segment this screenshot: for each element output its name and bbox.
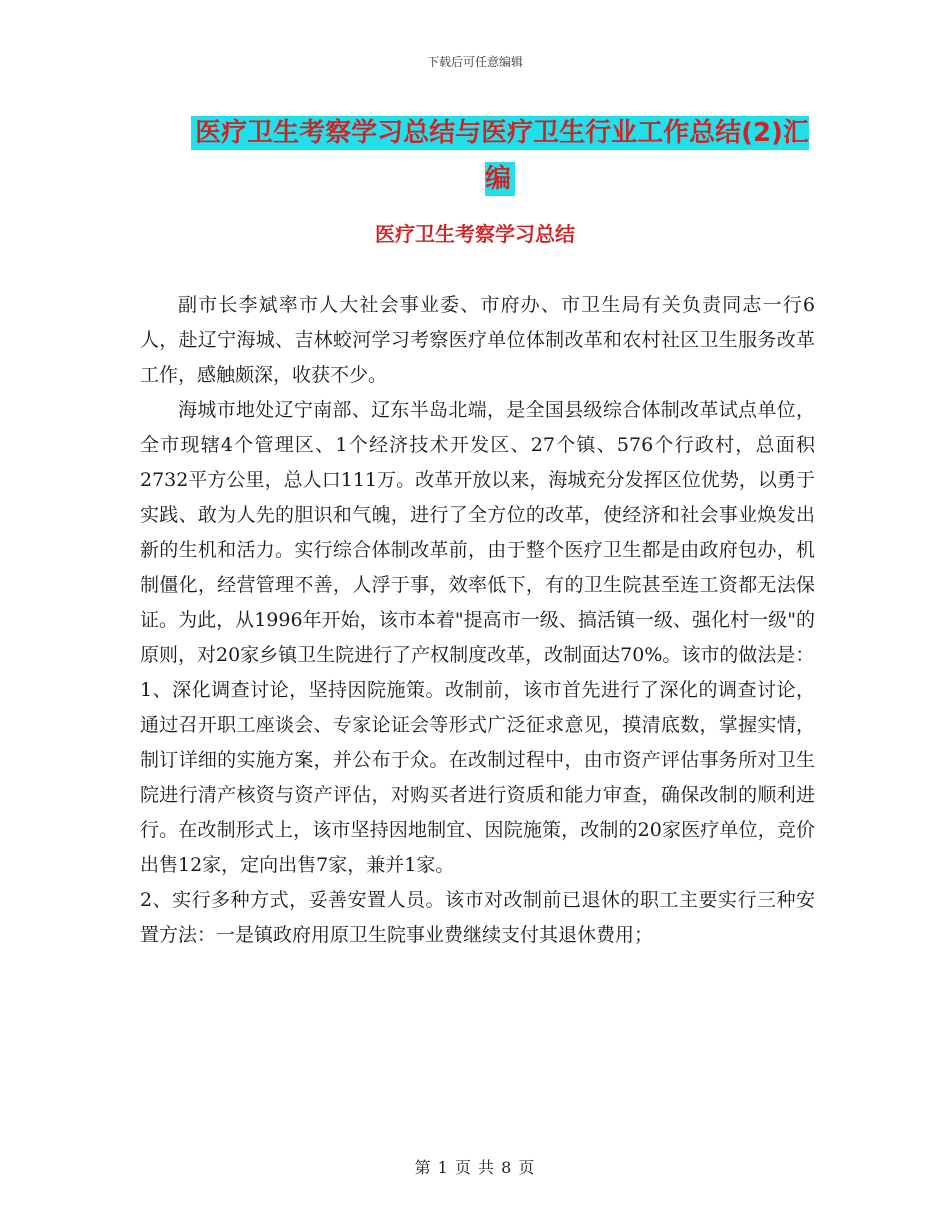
page-header-note: 下载后可任意编辑 [426, 55, 523, 69]
paragraph-4: 2、实行多种方式，妥善安置人员。该市对改制前已退休的职工主要实行三种安置方法：一是镇政府用原卫生院事业费继续支付其退休费用； [140, 889, 815, 946]
section-title: 医疗卫生考察学习总结 [375, 222, 575, 246]
document-title [180, 110, 820, 202]
paragraph-3: 1、深化调查讨论，坚持因院施策。改制前，该市首先进行了深化的调查讨论，通过召开职工座谈会、专家论证会等形式广泛征求意见，摸清底数，掌握实情，制订详细的实施方案，并公布于众。在改制过程中，由市资产评估事务所对卫生院进行清产核资与资产评估，对购买者进行资质和能力审查，确保改制的顺利进行。在改制形式上，该市坚持因地制宜、因院施策，改制的20家医疗单位，竞价出售12家，定向出售7家，兼并1家。 [140, 679, 815, 876]
page-number: 第 1 页 共 8 页 [414, 1158, 536, 1177]
document-body [140, 288, 815, 953]
document-title-text: 医疗卫生考察学习总结与医疗卫生行业工作总结(2)汇编 [191, 116, 809, 196]
paragraph-2: 海城市地处辽宁南部、辽东半岛北端，是全国县级综合体制改革试点单位，全市现辖4个管理区、1个经济技术开发区、27个镇、576个行政村，总面积2732平方公里，总人口111万。改革开放以来，海城充分发挥区位优势，以勇于实践、敢为人先的胆识和气魄，进行了全方位的改革，使经济和社会事业焕发出新的生机和活力。实行综合体制改革前，由于整个医疗卫生都是由政府包办，机制僵化，经营管理不善，人浮于事，效率低下，有的卫生院甚至连工资都无法保证。为此，从1996年开始，该市本着"提高市一级、搞活镇一级、强化村一级"的原则，对20家乡镇卫生院进行了产权制度改革，改制面达70%。该市的做法是： [140, 399, 815, 666]
paragraph-1: 副市长李斌率市人大社会事业委、市府办、市卫生局有关负责同志一行6人，赴辽宁海城、吉林蛟河学习考察医疗单位体制改革和农村社区卫生服务改革工作，感触颇深，收获不少。 [140, 294, 815, 386]
